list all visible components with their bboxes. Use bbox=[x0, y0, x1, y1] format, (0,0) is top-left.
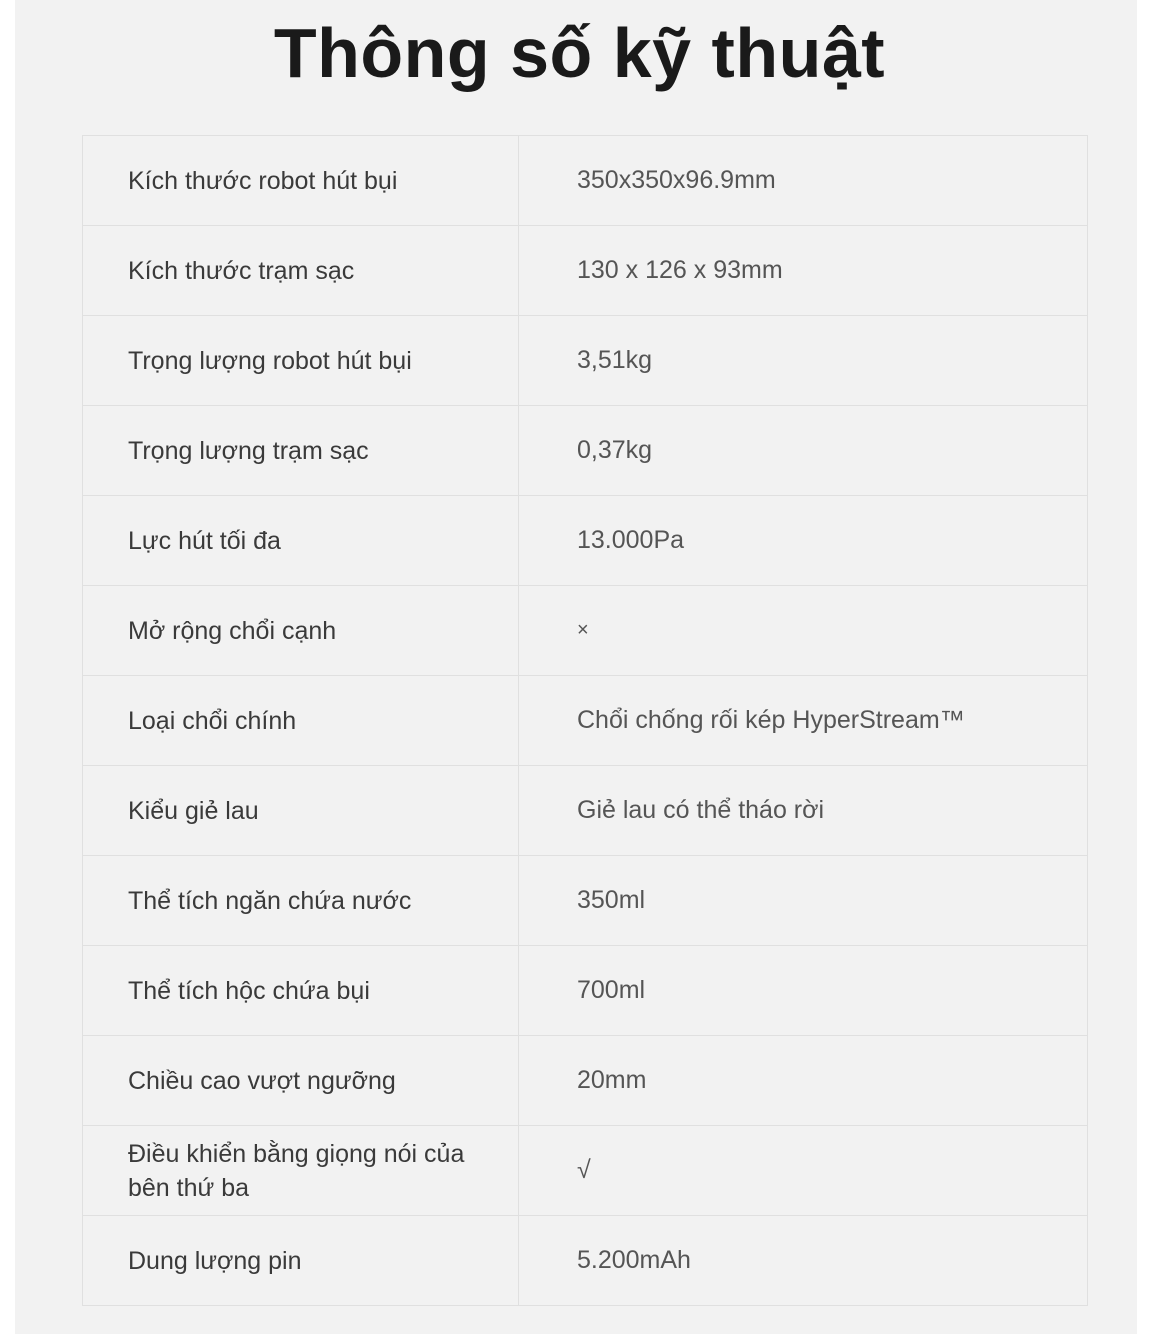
spec-label-cell bbox=[83, 496, 519, 585]
table-row bbox=[83, 586, 1087, 676]
spec-label: Kiểu giẻ lau bbox=[128, 796, 259, 825]
spec-label: Dung lượng pin bbox=[128, 1246, 302, 1275]
table-row bbox=[83, 316, 1087, 406]
spec-label-cell bbox=[83, 136, 519, 225]
spec-label: Loại chổi chính bbox=[128, 706, 297, 735]
spec-value-cell bbox=[519, 1036, 1087, 1125]
spec-value-cell bbox=[519, 1216, 1087, 1305]
cross-icon: × bbox=[577, 619, 589, 641]
spec-value: 350x350x96.9mm bbox=[577, 166, 776, 194]
spec-value-cell bbox=[519, 316, 1087, 405]
spec-label: Kích thước trạm sạc bbox=[128, 256, 355, 285]
spec-value-cell bbox=[519, 406, 1087, 495]
table-row bbox=[83, 136, 1087, 226]
spec-value: 3,51kg bbox=[577, 346, 653, 374]
spec-value-cell bbox=[519, 766, 1087, 855]
spec-label-cell bbox=[83, 406, 519, 495]
table-row bbox=[83, 1036, 1087, 1126]
table-row bbox=[83, 676, 1087, 766]
spec-label: Mở rộng chổi cạnh bbox=[128, 616, 337, 645]
spec-value: 5.200mAh bbox=[577, 1246, 691, 1274]
table-row bbox=[83, 406, 1087, 496]
spec-label: Thể tích hộc chứa bụi bbox=[128, 976, 370, 1005]
spec-label-cell bbox=[83, 1036, 519, 1125]
check-icon: √ bbox=[577, 1156, 591, 1184]
spec-value: 20mm bbox=[577, 1066, 647, 1094]
spec-label: Thể tích ngăn chứa nước bbox=[128, 886, 412, 915]
spec-label: Điều khiển bằng giọng nói của bên thứ ba bbox=[128, 1139, 465, 1202]
table-row bbox=[83, 226, 1087, 316]
spec-label-cell bbox=[83, 586, 519, 675]
spec-value: Giẻ lau có thể tháo rời bbox=[577, 796, 825, 824]
table-row bbox=[83, 856, 1087, 946]
table-row bbox=[83, 766, 1087, 856]
spec-value-cell bbox=[519, 856, 1087, 945]
spec-value: 0,37kg bbox=[577, 436, 653, 464]
spec-label-cell bbox=[83, 226, 519, 315]
table-row bbox=[83, 946, 1087, 1036]
table-row bbox=[83, 1216, 1087, 1306]
spec-value-cell bbox=[519, 676, 1087, 765]
spec-label-cell bbox=[83, 316, 519, 405]
spec-value-cell bbox=[519, 136, 1087, 225]
spec-value: Chổi chống rối kép HyperStream™ bbox=[577, 706, 965, 734]
table-row bbox=[83, 496, 1087, 586]
spec-label: Trọng lượng robot hút bụi bbox=[128, 346, 412, 375]
spec-value: 13.000Pa bbox=[577, 526, 685, 554]
spec-label: Chiều cao vượt ngưỡng bbox=[128, 1066, 396, 1095]
page-title: Thông số kỹ thuật bbox=[273, 14, 886, 92]
spec-value: 130 x 126 x 93mm bbox=[577, 256, 783, 284]
spec-label-cell bbox=[83, 766, 519, 855]
spec-label-cell bbox=[83, 856, 519, 945]
spec-label-cell bbox=[83, 1126, 519, 1215]
spec-label: Trọng lượng trạm sạc bbox=[128, 436, 369, 465]
spec-label-cell bbox=[83, 946, 519, 1035]
spec-value: 700ml bbox=[577, 976, 646, 1004]
spec-label: Kích thước robot hút bụi bbox=[128, 166, 398, 195]
spec-value-cell bbox=[519, 496, 1087, 585]
spec-value-cell bbox=[519, 946, 1087, 1035]
spec-value-cell bbox=[519, 226, 1087, 315]
spec-label: Lực hút tối đa bbox=[128, 526, 281, 555]
spec-label-cell bbox=[83, 676, 519, 765]
spec-label-cell bbox=[83, 1216, 519, 1305]
spec-value: 350ml bbox=[577, 886, 646, 914]
spec-value-cell bbox=[519, 1126, 1087, 1215]
spec-value-cell bbox=[519, 586, 1087, 675]
table-row bbox=[83, 1126, 1087, 1216]
spec-table bbox=[82, 135, 1088, 1306]
